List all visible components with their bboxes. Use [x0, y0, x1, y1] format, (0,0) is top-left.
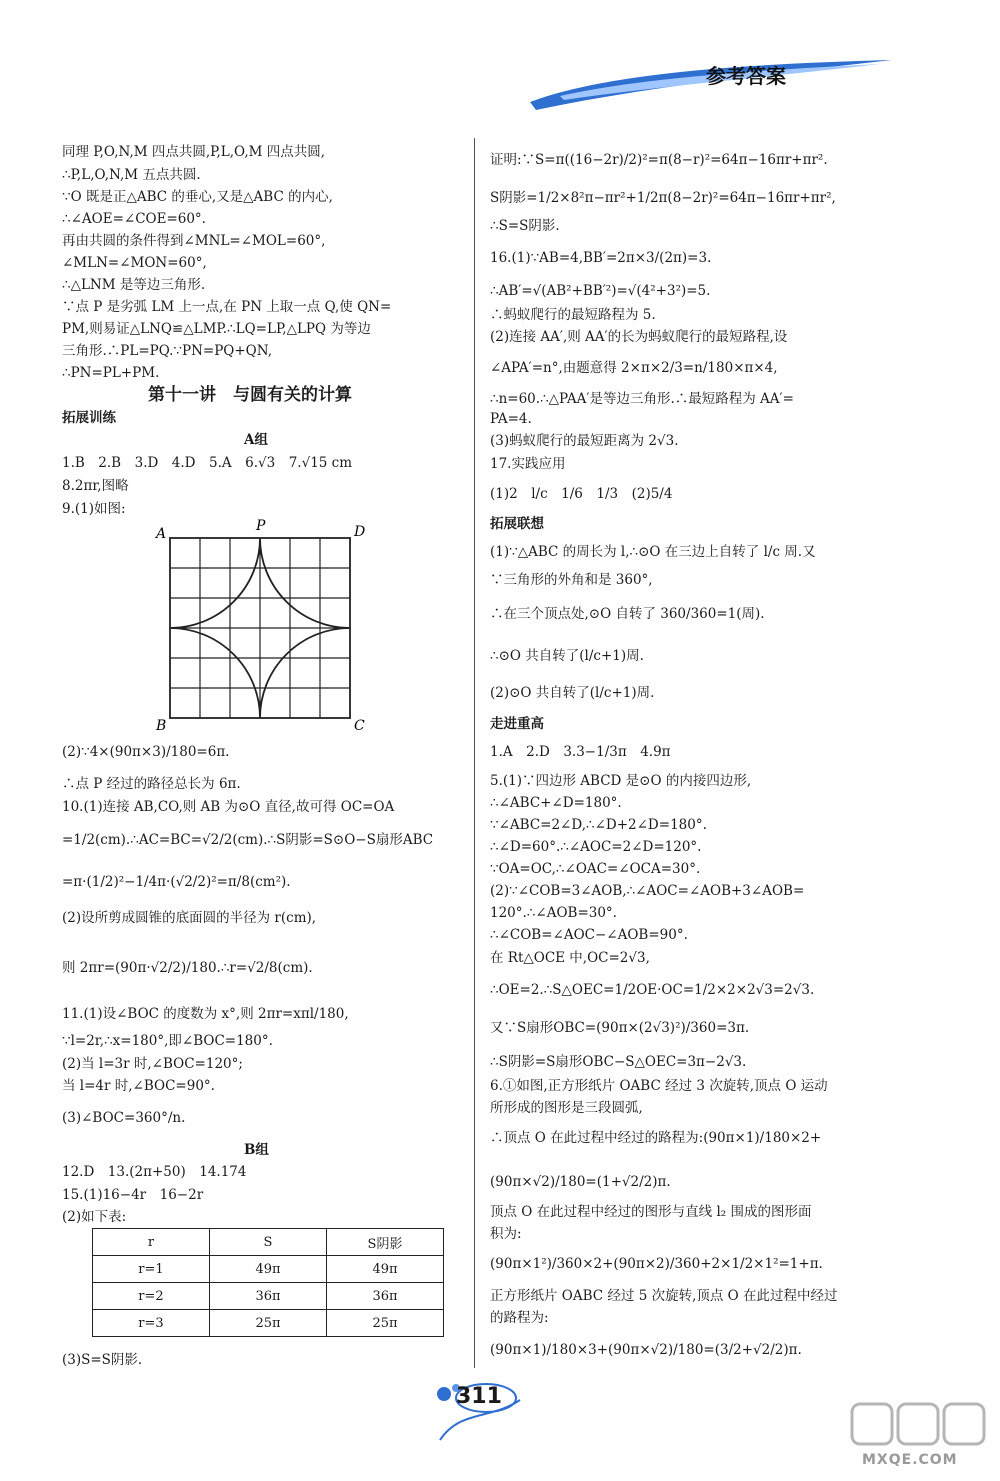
text-line: ∵l=2r,∴x=180°,即∠BOC=180°.	[62, 1033, 273, 1049]
text-line: (3)蚂蚁爬行的最短距离为 2√3.	[490, 433, 679, 449]
watermark-text: MXQE.COM	[862, 1452, 958, 1468]
table-cell: r=3	[93, 1310, 210, 1337]
text-line: ∴∠D=60°.∴∠AOC=2∠D=120°.	[490, 839, 702, 855]
text-line: (2)∵4×(90π×3)/180=6π.	[62, 744, 230, 760]
text-line: ∠MLN=∠MON=60°,	[62, 255, 207, 271]
text-line: 证明:∵S=π((16−2r)/2)²=π(8−r)²=64π−16πr+πr².	[490, 152, 828, 168]
text-line: 顶点 O 在此过程中经过的图形与直线 l₂ 围成的图形面	[490, 1204, 812, 1220]
table-cell: 49π	[327, 1256, 444, 1283]
text-line: ∴∠AOE=∠COE=60°.	[62, 211, 206, 227]
text-line: (3)∠BOC=360°/n.	[62, 1110, 186, 1126]
text-line: (1)∵△ABC 的周长为 l,∴⊙O 在三边上自转了 l/c 周.又	[490, 544, 816, 560]
text-line: (1)2 l/c 1/6 1/3 (2)5/4	[490, 486, 673, 502]
table-header-cell: S	[210, 1229, 327, 1256]
text-line: ∴∠ABC+∠D=180°.	[490, 795, 622, 811]
text-line: (2)连接 AA′,则 AA′的长为蚂蚁爬行的最短路程,设	[490, 329, 788, 345]
table-header-cell: r	[93, 1229, 210, 1256]
text-line: 则 2πr=(90π·√2/2)/180.∴r=√2/8(cm).	[62, 960, 313, 976]
text-line: ∴PN=PL+PM.	[62, 365, 160, 381]
text-line: ∴⊙O 共自转了(l/c+1)周.	[490, 648, 644, 664]
text-line: ∴AB′=√(AB²+BB′²)=√(4²+3²)=5.	[490, 283, 711, 299]
text-line: (90π×√2)/180=(1+√2/2)π.	[490, 1174, 671, 1190]
watermark-logo	[848, 1398, 988, 1454]
text-line: ∵∠ABC=2∠D,∴∠D+2∠D=180°.	[490, 817, 707, 833]
table-header-row	[93, 1229, 444, 1256]
text-line: 17.实践应用	[490, 456, 566, 472]
text-line: (3)S=S阴影.	[62, 1352, 143, 1368]
table-row	[93, 1310, 444, 1337]
text-line: =1/2(cm).∴AC=BC=√2/2(cm).∴S阴影=S⊙O−S扇形ABC	[62, 832, 434, 848]
table-cell: 49π	[210, 1256, 327, 1283]
table-cell: r=1	[93, 1256, 210, 1283]
table-cell: r=2	[93, 1283, 210, 1310]
text-line: 正方形纸片 OABC 经过 5 次旋转,顶点 O 在此过程中经过	[490, 1288, 838, 1304]
text-line: 三角形.∴PL=PQ.∵PN=PQ+QN,	[62, 343, 272, 359]
text-line: ∴n=60.∴△PAA′是等边三角形.∴最短路程为 AA′=	[490, 391, 794, 407]
table-cell: 25π	[327, 1310, 444, 1337]
grid-label-p: P	[256, 518, 266, 534]
text-line: 11.(1)设∠BOC 的度数为 x°,则 2πr=xπl/180,	[62, 1006, 349, 1022]
text-line: 当 l=4r 时,∠BOC=90°.	[62, 1078, 215, 1094]
text-line: ∴在三个顶点处,⊙O 自转了 360/360=1(周).	[490, 606, 765, 622]
section-heading: 走进重高	[490, 716, 544, 732]
text-line: 10.(1)连接 AB,CO,则 AB 为⊙O 直径,故可得 OC=OA	[62, 799, 395, 815]
text-line: =π·(1/2)²−1/4π·(√2/2)²=π/8(cm²).	[62, 874, 291, 890]
section-heading: 拓展联想	[490, 516, 544, 532]
answer-line: 9.(1)如图:	[62, 501, 126, 517]
answer-line: 1.B 2.B 3.D 4.D 5.A 6.√3 7.√15 cm	[62, 455, 353, 471]
text-line: (2)当 l=3r 时,∠BOC=120°;	[62, 1056, 243, 1072]
text-line: 积为:	[490, 1226, 522, 1242]
table-row	[93, 1256, 444, 1283]
lesson-title: 第十一讲 与圆有关的计算	[148, 385, 352, 405]
text-line: 在 Rt△OCE 中,OC=2√3,	[490, 950, 650, 966]
page-number: 311	[456, 1384, 502, 1409]
text-line: 的路程为:	[490, 1310, 549, 1326]
text-line: ∵OA=OC,∴∠OAC=∠OCA=30°.	[490, 861, 701, 877]
text-line: ∴顶点 O 在此过程中经过的路程为:(90π×1)/180×2+	[490, 1130, 822, 1146]
text-line: 再由共圆的条件得到∠MNL=∠MOL=60°,	[62, 233, 326, 249]
text-line: 同理 P,O,N,M 四点共圆,P,L,O,M 四点共圆,	[62, 144, 326, 160]
text-line: ∵三角形的外角和是 360°,	[490, 572, 653, 588]
text-line: 又∵S扇形OBC=(90π×(2√3)²)/360=3π.	[490, 1020, 750, 1036]
text-line: 所形成的图形是三段圆弧,	[490, 1100, 643, 1116]
text-line: (2)∵∠COB=3∠AOB,∴∠AOC=∠AOB+3∠AOB=	[490, 883, 805, 899]
data-table	[92, 1228, 444, 1337]
grid-label-c: C	[354, 718, 365, 734]
text-line: 5.(1)∵四边形 ABCD 是⊙O 的内接四边形,	[490, 773, 752, 789]
answer-line: 8.2πr,图略	[62, 478, 129, 494]
text-line: ∵O 既是正△ABC 的垂心,又是△ABC 的内心,	[62, 189, 333, 205]
text-line: ∴△LNM 是等边三角形.	[62, 277, 206, 293]
text-line: (2)⊙O 共自转了(l/c+1)周.	[490, 685, 655, 701]
text-line: ∴S阴影=S扇形OBC−S△OEC=3π−2√3.	[490, 1054, 747, 1070]
answer-line: (2)如下表:	[62, 1209, 127, 1225]
text-line: (90π×1²)/360×2+(90π×2)/360+2×1/2×1²=1+π.	[490, 1256, 823, 1272]
table-cell: 25π	[210, 1310, 327, 1337]
text-line: ∴蚂蚁爬行的最短路程为 5.	[490, 307, 656, 323]
group-heading: A组	[244, 432, 268, 448]
text-line: ∵点 P 是劣弧 LM 上一点,在 PN 上取一点 Q,使 QN=	[62, 299, 392, 315]
text-line: (90π×1)/180×3+(90π×√2)/180=(3/2+√2/2)π.	[490, 1342, 802, 1358]
section-heading: 拓展训练	[62, 410, 116, 426]
header-title: 参考答案	[706, 64, 786, 88]
table-row	[93, 1283, 444, 1310]
table-cell: 36π	[327, 1283, 444, 1310]
text-line: 1.A 2.D 3.3−1/3π 4.9π	[490, 744, 671, 760]
text-line: ∴点 P 经过的路径总长为 6π.	[62, 776, 241, 792]
table-header-cell: S阴影	[327, 1229, 444, 1256]
text-line: 16.(1)∵AB=4,BB′=2π×3/(2π)=3.	[490, 250, 712, 266]
text-line: 6.①如图,正方形纸片 OABC 经过 3 次旋转,顶点 O 运动	[490, 1078, 828, 1094]
text-line: 120°.∴∠AOB=30°.	[490, 905, 617, 921]
group-heading: B组	[244, 1142, 269, 1158]
answer-line: 15.(1)16−4r 16−2r	[62, 1187, 204, 1203]
text-line: PM,则易证△LNQ≌△LMP.∴LQ=LP,△LPQ 为等边	[62, 321, 371, 337]
text-line: PA=4.	[490, 411, 532, 427]
text-line: ∴P,L,O,N,M 五点共圆.	[62, 167, 201, 183]
grid-figure	[150, 518, 380, 736]
answer-line: 12.D 13.(2π+50) 14.174	[62, 1164, 247, 1180]
text-line: S阴影=1/2×8²π−πr²+1/2π(8−2r)²=64π−16πr+πr²,	[490, 190, 836, 206]
grid-label-b: B	[156, 718, 167, 734]
text-line: ∴OE=2.∴S△OEC=1/2OE·OC=1/2×2×2√3=2√3.	[490, 982, 815, 998]
text-line: ∠APA′=n°,由题意得 2×π×2/3=n/180×π×4,	[490, 360, 778, 376]
text-line: (2)设所剪成圆锥的底面圆的半径为 r(cm),	[62, 910, 317, 926]
grid-label-d: D	[354, 524, 366, 540]
text-line: ∴S=S阴影.	[490, 218, 560, 234]
table-cell: 36π	[210, 1283, 327, 1310]
grid-label-a: A	[156, 526, 167, 542]
text-line: ∴∠COB=∠AOC−∠AOB=90°.	[490, 927, 688, 943]
column-divider	[474, 138, 475, 1368]
